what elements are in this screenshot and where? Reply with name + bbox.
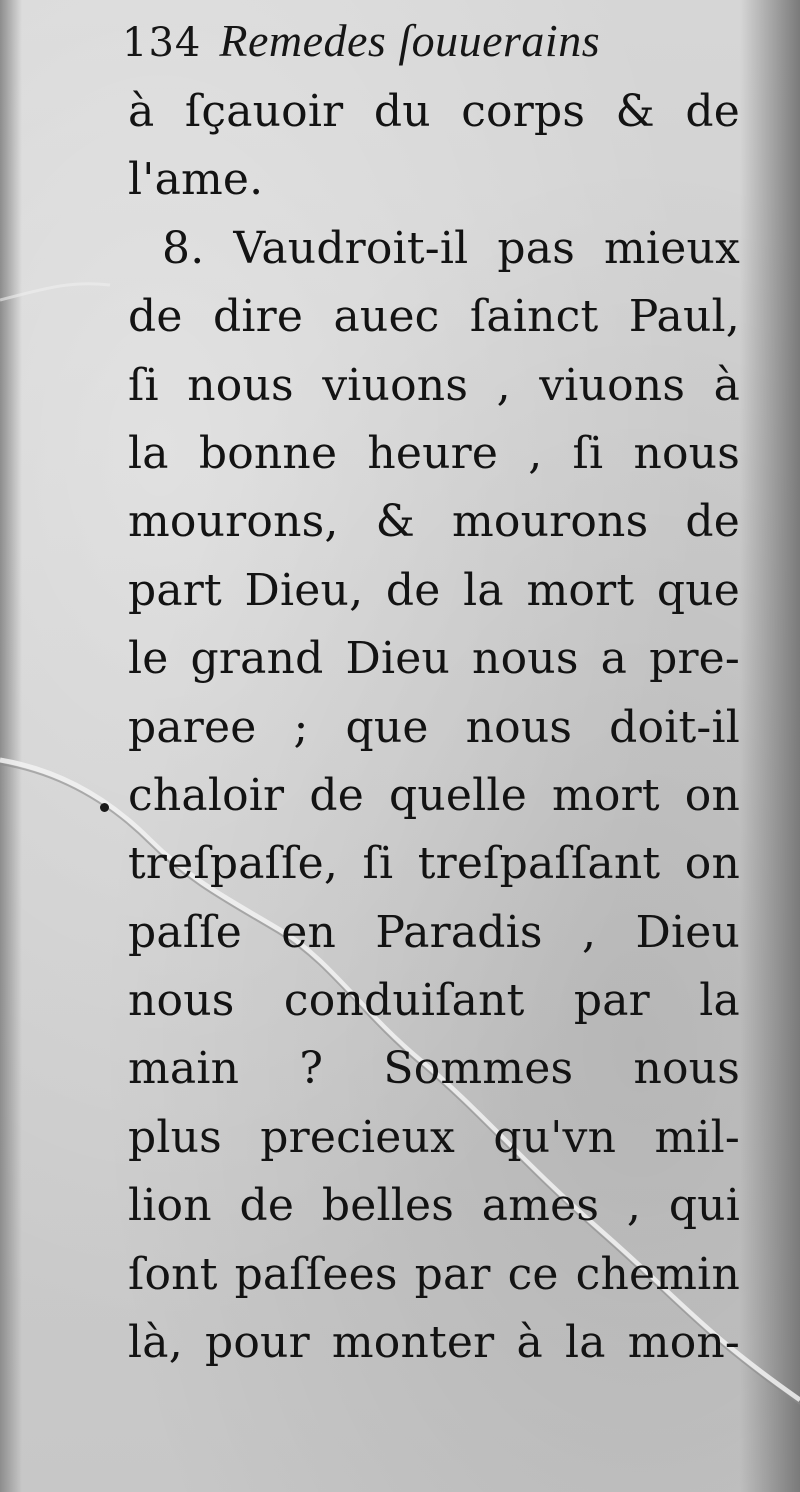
ink-speck [100, 803, 109, 812]
running-title: Remedes ſouuerains [219, 15, 601, 66]
text-line: paree ; que nous doit-il [128, 701, 740, 753]
page-left-shadow [0, 0, 22, 1492]
text-line: nous conduiſant par la [128, 975, 740, 1027]
text-line: chaloir de quelle mort on [128, 769, 740, 821]
text-line: plus precieux qu'vn mil- [128, 1111, 740, 1163]
text-line: mourons, & mourons de [128, 496, 740, 548]
page-number: 134 [122, 20, 202, 66]
body-text [128, 78, 740, 1377]
text-line: là, pour monter à la mon- [128, 1317, 740, 1369]
text-line: ſi nous viuons , viuons à [128, 359, 740, 411]
text-line: part Dieu, de la mort que [128, 564, 740, 616]
text-line: le grand Dieu nous a pre- [128, 633, 740, 685]
text-line: la bonne heure , ſi nous [128, 427, 740, 479]
text-line: ſont paſſees par ce chemin [128, 1248, 740, 1300]
page-right-shadow [740, 0, 800, 1492]
text-line: à ſçauoir du corps & de [128, 86, 740, 137]
text-line: treſpaſſe, ſi treſpaſſant on [128, 838, 740, 890]
text-line: de dire auec ſainct Paul, [128, 291, 740, 343]
text-line: l'ame. [128, 154, 264, 206]
text-line: main ? Sommes nous [128, 1043, 740, 1095]
text-line: lion de belles ames , qui [128, 1180, 740, 1232]
paragraph-8-first-line: 8. Vaudroit-il pas mieux [162, 222, 740, 274]
text-line: paſſe en Paradis , Dieu [128, 906, 740, 958]
running-head [122, 15, 601, 66]
